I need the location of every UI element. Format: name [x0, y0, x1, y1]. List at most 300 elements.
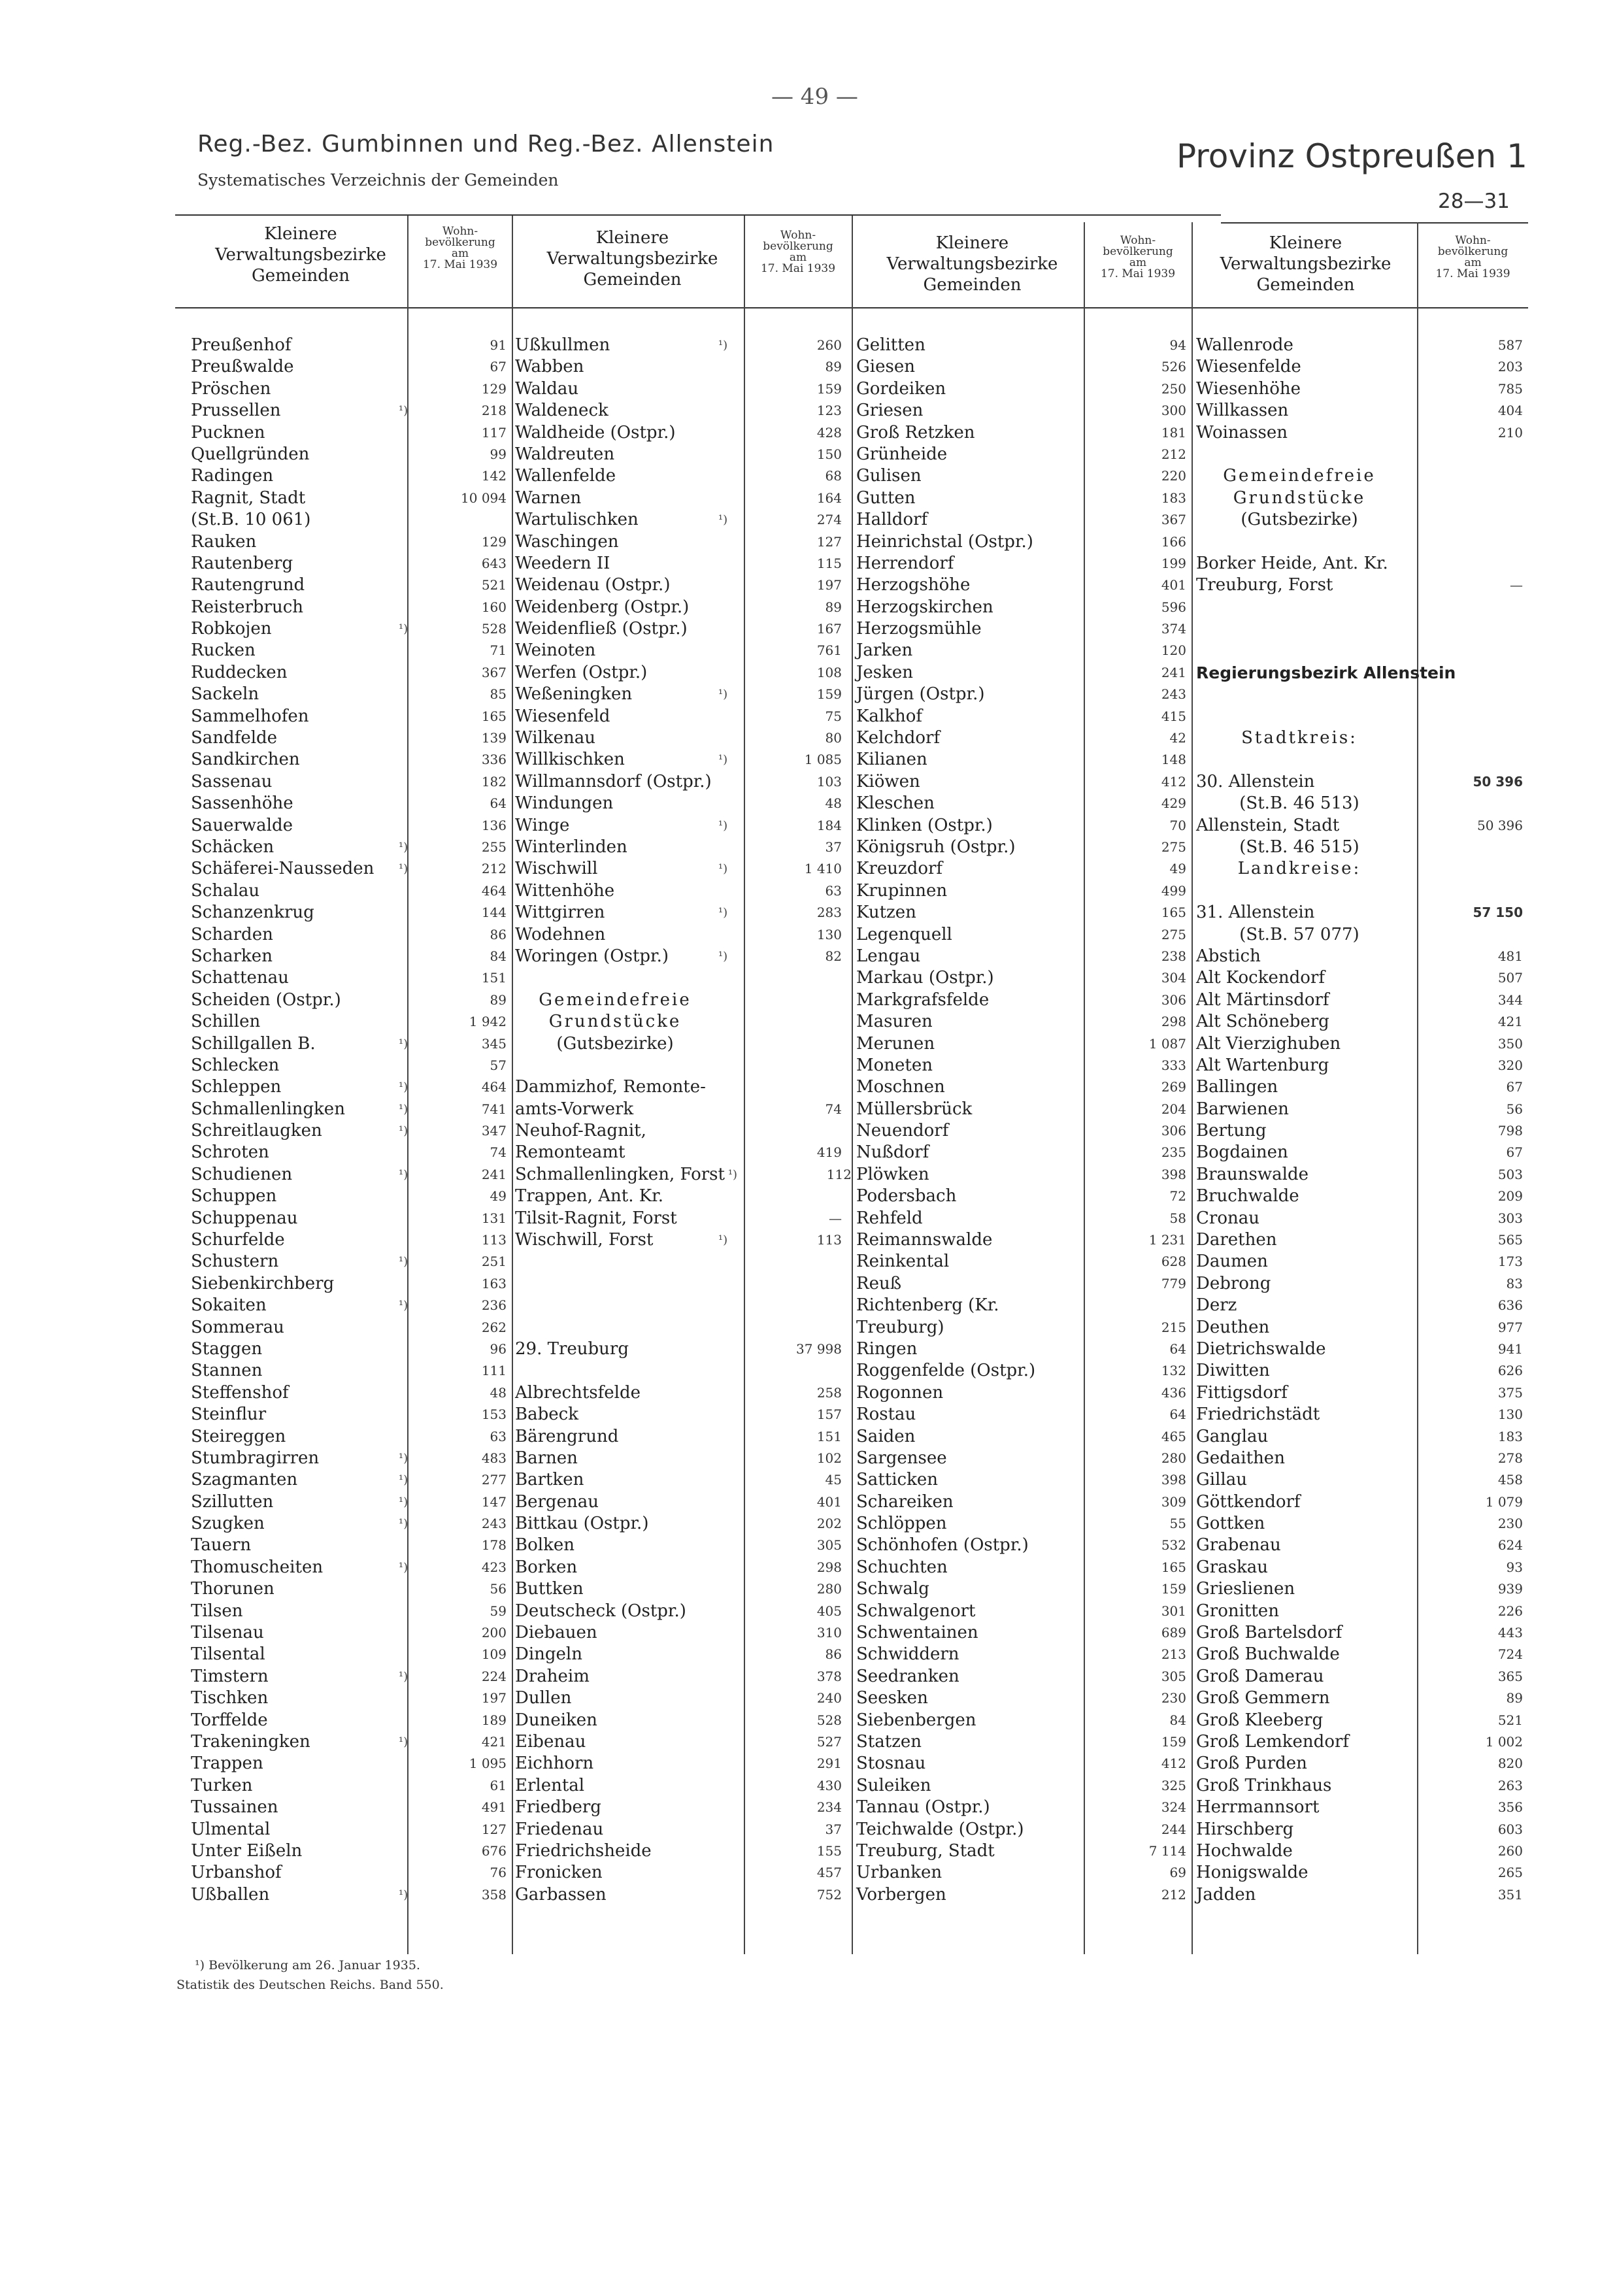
footnote-marker: ¹)	[398, 622, 408, 637]
footnote-marker	[395, 727, 411, 749]
municipality-name: Groß Retzken	[856, 422, 975, 442]
table-row	[191, 1731, 507, 1753]
table-row	[1196, 1055, 1523, 1076]
table-row	[515, 444, 842, 465]
population-value: 236	[481, 1297, 507, 1314]
footnote-marker	[715, 640, 731, 661]
population-value: 676	[481, 1842, 507, 1859]
table-row	[856, 488, 1186, 509]
footnote-marker	[1073, 1339, 1088, 1360]
footnote-marker	[1073, 553, 1088, 574]
column-separator	[512, 216, 513, 1954]
footnote-marker	[1403, 815, 1418, 837]
table-row	[1196, 1775, 1523, 1797]
population-value: 132	[1161, 1363, 1186, 1379]
municipality-name: Weinoten	[515, 641, 596, 661]
population-value: 159	[1161, 1581, 1186, 1597]
table-row	[191, 378, 507, 400]
municipality-name: Weßeningken	[515, 684, 633, 705]
municipality-name: Trappen	[191, 1754, 263, 1774]
municipality-name: Rucken	[191, 641, 256, 661]
table-row	[515, 1186, 842, 1207]
table-row	[1196, 1469, 1523, 1491]
footnote-marker	[1403, 597, 1418, 618]
table-row	[856, 1862, 1186, 1884]
municipality-name: Regierungsbezirk Allenstein	[1196, 663, 1456, 682]
footnote-marker	[395, 1404, 411, 1425]
footnote-marker	[395, 1208, 411, 1229]
municipality-name: Cronau	[1196, 1208, 1259, 1228]
population-value	[1418, 793, 1523, 814]
municipality-name: Rautenberg	[191, 553, 293, 573]
municipality-name: Friedberg	[515, 1797, 601, 1818]
municipality-name: Urbanken	[856, 1863, 942, 1883]
footnote-marker	[1403, 488, 1418, 509]
municipality-name	[1196, 531, 1403, 553]
table-row	[191, 1884, 507, 1906]
population-value: 1 410	[804, 861, 842, 877]
table-row	[515, 1055, 842, 1076]
table-row	[856, 378, 1186, 400]
municipality-name: Masuren	[856, 1012, 933, 1032]
footnote-marker	[1403, 1578, 1418, 1600]
municipality-name: Debrong	[1196, 1273, 1271, 1293]
header-line: am	[451, 247, 469, 260]
municipality-name: Schareiken	[856, 1491, 954, 1512]
municipality-name: Abstich	[1196, 946, 1261, 966]
table-row	[856, 640, 1186, 661]
footnote-marker: ¹)	[398, 1102, 408, 1116]
footnote-marker	[1403, 880, 1418, 902]
table-row	[856, 880, 1186, 902]
municipality-name: Remonteamt	[515, 1142, 625, 1163]
footnote-marker	[715, 1578, 731, 1600]
footnote-marker: ¹)	[718, 753, 728, 767]
municipality-name: Urbanshof	[191, 1863, 282, 1883]
table-row	[1196, 1840, 1523, 1862]
table-row	[515, 1557, 842, 1578]
footnote-marker: ¹)	[398, 1495, 408, 1509]
population-value: 779	[1161, 1275, 1186, 1291]
table-row	[856, 1688, 1186, 1709]
table-row	[191, 1404, 507, 1425]
footnote-marker	[1073, 1317, 1088, 1339]
table-row	[191, 1491, 507, 1513]
municipality-name: Grundstücke	[548, 1012, 682, 1032]
table-row	[515, 1448, 842, 1469]
table-row	[856, 1535, 1186, 1556]
population-value: 159	[816, 686, 842, 703]
footnote-marker	[1073, 1142, 1088, 1163]
population-value: 74	[490, 1144, 507, 1161]
table-row	[856, 1186, 1186, 1207]
population-value: 85	[490, 686, 507, 703]
population-value: 741	[481, 1101, 507, 1117]
municipality-name: Jesken	[856, 662, 914, 682]
population-value: 298	[816, 1559, 842, 1575]
municipality-name: Turken	[191, 1775, 253, 1795]
municipality-name: Preußwalde	[191, 357, 294, 377]
municipality-name: Neuhof-Ragnit,	[515, 1121, 646, 1141]
footnote-marker	[395, 1317, 411, 1339]
municipality-name: Siebenbergen	[856, 1710, 976, 1730]
footnote-marker	[715, 727, 731, 749]
municipality-name: Dingeln	[515, 1644, 582, 1665]
population-value: 412	[1161, 1755, 1186, 1772]
page-title: Reg.-Bez. Gumbinnen und Reg.-Bez. Allenstein	[197, 131, 775, 158]
footnote-marker	[395, 335, 411, 356]
footnote-marker	[395, 465, 411, 487]
table-row	[856, 400, 1186, 422]
table-row	[1196, 531, 1523, 553]
municipality-name: Szillutten	[191, 1491, 274, 1512]
population-value: 265	[1497, 1865, 1523, 1881]
population-value: 305	[816, 1537, 842, 1554]
population-value: 117	[481, 424, 507, 441]
table-row	[856, 335, 1186, 356]
municipality-name	[1196, 618, 1403, 640]
table-row	[515, 1076, 842, 1098]
population-value: 344	[1497, 991, 1523, 1008]
population-value: 189	[481, 1712, 507, 1728]
table-row	[515, 356, 842, 378]
municipality-name: Schlöppen	[856, 1514, 947, 1534]
population-value: 235	[1161, 1144, 1186, 1161]
table-row	[856, 967, 1186, 989]
population-header	[746, 230, 850, 275]
municipality-name: Szugken	[191, 1514, 265, 1534]
municipality-name	[1196, 684, 1403, 705]
table-row	[1196, 1753, 1523, 1774]
footnote-marker: ¹)	[398, 1080, 408, 1095]
municipality-column	[515, 335, 852, 1906]
population-value: 50 396	[1473, 773, 1523, 790]
municipality-name: Sackeln	[191, 684, 259, 705]
table-row	[1196, 1426, 1523, 1448]
municipality-name: Honigswalde	[1196, 1863, 1309, 1883]
population-value	[1418, 531, 1523, 553]
population-value	[1418, 465, 1523, 487]
population-value	[1418, 640, 1523, 661]
municipality-name: Seedranken	[856, 1666, 959, 1686]
population-value: 181	[1161, 424, 1186, 441]
municipality-name: Winge	[515, 815, 570, 835]
municipality-name: Krupinnen	[856, 880, 948, 901]
table-row	[1196, 618, 1523, 640]
population-value: 491	[481, 1799, 507, 1816]
municipality-name: Schäcken	[191, 837, 275, 857]
table-row	[191, 771, 507, 793]
table-row	[515, 1229, 842, 1251]
footnote-marker	[395, 531, 411, 553]
municipality-name: Klinken (Ostpr.)	[856, 815, 993, 835]
population-value: 182	[481, 773, 507, 790]
municipality-name: Schalau	[191, 880, 260, 901]
footnote-marker: ¹)	[398, 862, 408, 876]
population-value: 86	[490, 926, 507, 942]
population-value: 358	[481, 1886, 507, 1903]
table-row	[191, 618, 507, 640]
footnote-marker: ¹)	[398, 840, 408, 854]
municipality-name: Schurfelde	[191, 1230, 285, 1250]
population-value	[1418, 837, 1523, 858]
table-row	[515, 1099, 842, 1120]
table-row	[191, 1797, 507, 1818]
municipality-name: Fittigsdorf	[1196, 1382, 1288, 1403]
municipality-name: Gottken	[1196, 1514, 1265, 1534]
footnote-marker	[1403, 574, 1418, 596]
footnote-marker	[1403, 1491, 1418, 1513]
municipality-name: Wiesenfelde	[1196, 357, 1301, 377]
population-value: 74	[825, 1101, 842, 1117]
population-value: 464	[481, 1079, 507, 1095]
population-value	[731, 1055, 842, 1076]
municipality-name: Wallenrode	[1196, 335, 1293, 355]
population-value: 275	[1161, 926, 1186, 942]
municipality-name: Markgrafsfelde	[856, 990, 990, 1010]
table-row	[856, 1797, 1186, 1818]
population-value: 481	[1497, 948, 1523, 964]
footnote-marker	[1403, 858, 1418, 880]
population-value: 64	[1169, 1340, 1186, 1357]
municipality-column	[1196, 335, 1523, 1906]
population-value	[731, 1011, 842, 1033]
municipality-name: Tauern	[191, 1535, 252, 1556]
footnote-marker	[1403, 727, 1418, 749]
municipality-name: Saiden	[856, 1426, 916, 1446]
municipality-name: Schuppen	[191, 1186, 277, 1206]
municipality-name: Kleschen	[856, 793, 935, 814]
population-value	[731, 1120, 842, 1142]
table-row	[515, 662, 842, 684]
table-row	[1196, 793, 1523, 814]
population-value: 636	[1497, 1297, 1523, 1314]
population-value: 89	[825, 359, 842, 375]
footnote-marker	[1403, 335, 1418, 356]
population-value: 173	[1497, 1254, 1523, 1270]
municipality-name: 29. Treuburg	[515, 1339, 629, 1359]
municipality-name: Kilianen	[856, 750, 927, 770]
table-row	[856, 1884, 1186, 1906]
table-row	[1196, 1186, 1523, 1207]
table-row	[1196, 880, 1523, 902]
footnote-marker	[715, 1142, 731, 1163]
footnote-marker	[1073, 1797, 1088, 1818]
municipality-name: Hirschberg	[1196, 1819, 1294, 1839]
municipality-name: Bogdainen	[1196, 1142, 1288, 1163]
population-value: 42	[1169, 730, 1186, 746]
footnote-marker	[715, 1251, 731, 1273]
footnote-marker	[1403, 509, 1418, 531]
table-row	[515, 684, 842, 705]
municipality-name: Gemeindefreie	[539, 990, 692, 1010]
population-value: 298	[1161, 1014, 1186, 1030]
table-row	[515, 1644, 842, 1665]
population-value: 37	[825, 1821, 842, 1837]
footnote-marker	[1403, 1295, 1418, 1316]
population-value: 628	[1161, 1254, 1186, 1270]
population-value: 306	[1161, 1123, 1186, 1139]
population-value	[411, 509, 507, 531]
table-row	[515, 597, 842, 618]
population-header	[1086, 235, 1190, 280]
municipality-name: Steffenshof	[191, 1382, 289, 1403]
table-row	[856, 1469, 1186, 1491]
table-row	[191, 1688, 507, 1709]
footnote-marker	[1073, 990, 1088, 1011]
municipality-name: Reinkental	[856, 1252, 950, 1272]
municipality-name: Ragnit, Stadt	[191, 488, 306, 508]
footnote-marker	[715, 793, 731, 814]
municipality-name: Wartulischken	[515, 510, 639, 530]
footnote-marker	[1073, 771, 1088, 793]
footnote-marker	[395, 1753, 411, 1774]
municipality-name: Sammelhofen	[191, 706, 309, 726]
footnote-marker	[1403, 1142, 1418, 1163]
table-row	[856, 1426, 1186, 1448]
table-row	[1196, 1164, 1523, 1186]
table-row	[191, 1120, 507, 1142]
footnote-marker	[1403, 1513, 1418, 1535]
population-header	[409, 226, 511, 271]
municipality-name: Grundstücke	[1233, 488, 1366, 508]
table-row	[191, 553, 507, 574]
footnote-marker	[1073, 1710, 1088, 1731]
municipality-name: 31. Allenstein	[1196, 903, 1315, 923]
page-number: — 49 —	[771, 84, 858, 110]
table-row	[1196, 1710, 1523, 1731]
population-value: 1 231	[1148, 1232, 1186, 1248]
table-row	[856, 1076, 1186, 1098]
population-value: 84	[1169, 1712, 1186, 1728]
header-line: Wohn-	[1455, 234, 1491, 247]
population-value: 153	[481, 1406, 507, 1423]
header-line: Gemeinden	[583, 270, 682, 290]
population-value: 436	[1161, 1384, 1186, 1401]
municipality-name: Neuendorf	[856, 1121, 949, 1141]
footnote-marker	[715, 1011, 731, 1033]
footnote-marker	[395, 1862, 411, 1884]
footnote-marker	[1403, 706, 1418, 727]
table-row	[191, 990, 507, 1011]
footnote-marker	[395, 1535, 411, 1556]
footnote-marker	[395, 444, 411, 465]
municipality-name: Willkischken	[515, 750, 625, 770]
population-value: 365	[1497, 1668, 1523, 1684]
population-value	[731, 1273, 842, 1295]
municipality-name: Merunen	[856, 1033, 935, 1054]
table-row	[1196, 1120, 1523, 1142]
table-row	[191, 837, 507, 858]
population-value: 151	[816, 1428, 842, 1444]
population-value: 977	[1497, 1319, 1523, 1335]
footnote-marker: ¹)	[398, 1473, 408, 1488]
table-row	[1196, 378, 1523, 400]
municipality-name: Friedrichstädt	[1196, 1405, 1320, 1425]
municipality-name: Bartken	[515, 1470, 584, 1490]
population-value: 210	[1497, 424, 1523, 441]
municipality-name: Willmannsdorf (Ostpr.)	[515, 771, 712, 791]
footnote-marker	[1403, 640, 1418, 661]
population-value	[1418, 488, 1523, 509]
table-row	[191, 1208, 507, 1229]
footnote-marker	[1073, 1295, 1088, 1316]
population-value: 167	[816, 621, 842, 637]
population-value: 160	[481, 599, 507, 615]
footnote-marker	[1073, 444, 1088, 465]
municipality-name: Draheim	[515, 1666, 590, 1686]
municipality-name: Bolken	[515, 1535, 575, 1556]
population-value: 50 396	[1477, 817, 1523, 833]
table-row	[856, 1622, 1186, 1644]
population-value: 111	[481, 1363, 507, 1379]
municipality-name: Gronitten	[1196, 1601, 1279, 1621]
municipality-name: Griesen	[856, 401, 924, 421]
footnote-marker	[395, 1622, 411, 1644]
footnote-marker	[1073, 1186, 1088, 1207]
population-value	[1418, 749, 1523, 771]
population-value: 165	[481, 708, 507, 724]
footnote-marker	[715, 967, 731, 989]
population-value: 91	[490, 337, 507, 353]
population-value: 197	[481, 1690, 507, 1706]
header-line: Kleinere	[1269, 233, 1342, 253]
municipality-name: Sauerwalde	[191, 815, 293, 835]
municipality-name: Bruchwalde	[1196, 1186, 1299, 1206]
footnote-marker	[715, 531, 731, 553]
table-row	[856, 1491, 1186, 1513]
table-row	[856, 1251, 1186, 1273]
population-value: 147	[481, 1493, 507, 1510]
table-row	[515, 1317, 842, 1339]
footnote-marker	[715, 1448, 731, 1469]
population-value: 199	[1161, 555, 1186, 571]
population-value: 240	[816, 1690, 842, 1706]
footnote-marker	[715, 1601, 731, 1622]
footnote-marker	[1073, 1622, 1088, 1644]
footnote-marker	[1073, 1120, 1088, 1142]
population-value: 1 095	[469, 1755, 507, 1772]
header-line: Verwaltungsbezirke	[886, 254, 1058, 274]
table-row	[1196, 1797, 1523, 1818]
population-value: 443	[1497, 1625, 1523, 1641]
table-row	[515, 1295, 842, 1316]
table-row	[515, 378, 842, 400]
table-row	[191, 640, 507, 661]
municipality-name: Schanzenkrug	[191, 903, 314, 923]
municipality-name: Waschingen	[515, 531, 619, 552]
page-header	[197, 131, 774, 190]
table-row	[1196, 400, 1523, 422]
table-row	[1196, 1011, 1523, 1033]
population-value: 164	[816, 490, 842, 506]
top-rule-right	[1221, 222, 1528, 224]
header-line: bevölkerung	[1437, 245, 1509, 258]
table-row	[515, 335, 842, 356]
table-row	[856, 858, 1186, 880]
footnote-marker	[715, 1840, 731, 1862]
population-value: 202	[816, 1516, 842, 1532]
footnote-marker	[1073, 1360, 1088, 1382]
footnote-marker	[715, 1076, 731, 1098]
footnote-marker	[1403, 1862, 1418, 1884]
table-row	[515, 531, 842, 553]
table-row	[1196, 1099, 1523, 1120]
footnote-marker: ¹)	[398, 1517, 408, 1531]
municipality-name: Kelchdorf	[856, 728, 941, 748]
table-row	[856, 465, 1186, 487]
footnote-population: ¹) Bevölkerung am 26. Januar 1935.	[195, 1958, 420, 1972]
